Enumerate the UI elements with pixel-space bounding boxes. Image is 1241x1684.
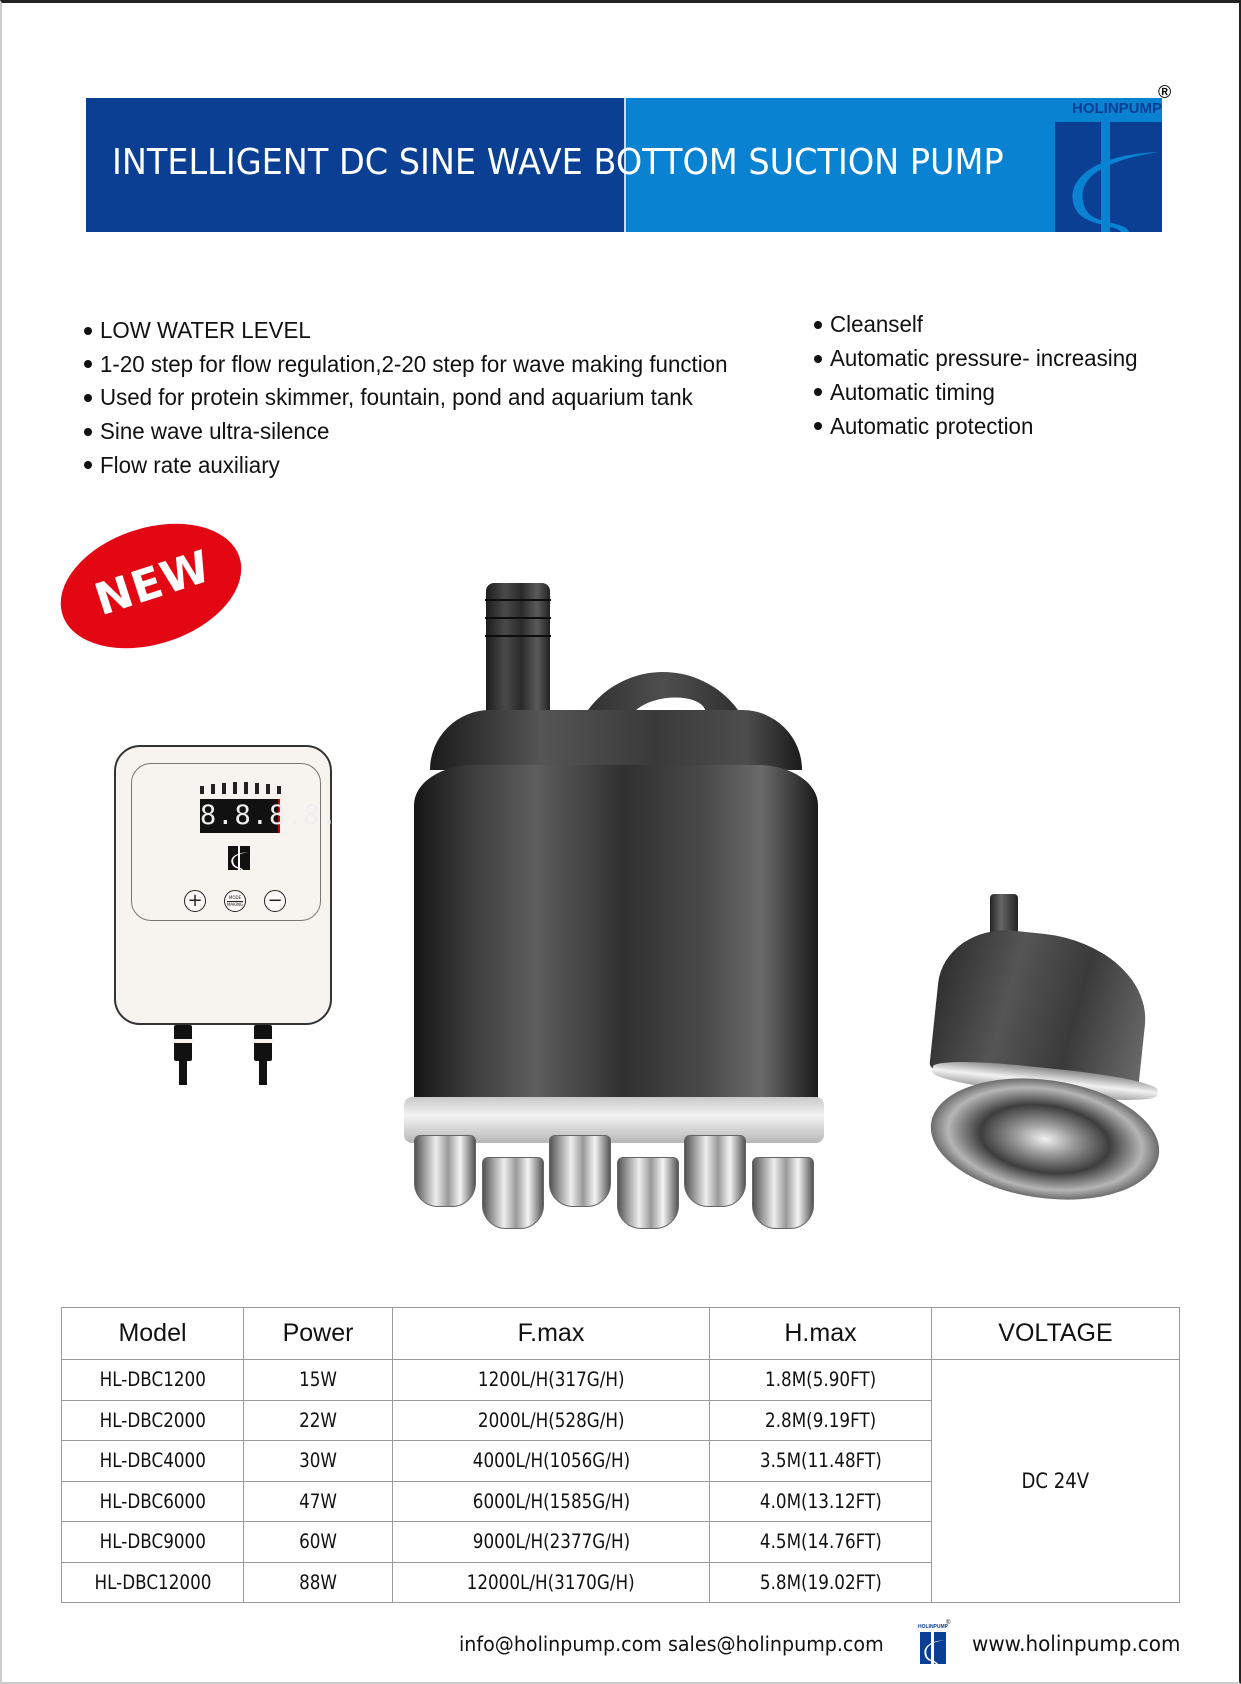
level-indicator-icon xyxy=(200,782,281,794)
column-header-fmax: F.max xyxy=(393,1308,710,1360)
features-list-left xyxy=(84,314,747,482)
cell-fmax: 2000L/H(528G/H) xyxy=(393,1400,710,1441)
header-banner xyxy=(86,98,1162,232)
cell-hmax: 3.5M(11.48FT) xyxy=(710,1441,932,1482)
brand-mark-icon xyxy=(1055,122,1162,232)
spec-table xyxy=(61,1307,1180,1603)
controller-panel xyxy=(131,763,339,921)
feature-item: Automatic protection xyxy=(814,409,1147,443)
pump-main-image xyxy=(400,575,840,1245)
controller-body xyxy=(114,745,339,1025)
table-header-row xyxy=(62,1308,1180,1360)
bullet-icon xyxy=(84,327,92,335)
column-header-power: Power xyxy=(244,1308,393,1360)
new-badge xyxy=(58,528,244,644)
cell-fmax: 4000L/H(1056G/H) xyxy=(393,1441,710,1482)
cell-model: HL-DBC2000 xyxy=(62,1400,244,1441)
brand-logo xyxy=(1050,100,1162,232)
new-badge-label: NEW xyxy=(88,540,218,627)
bullet-icon xyxy=(814,422,822,430)
column-header-hmax: H.max xyxy=(710,1308,932,1360)
feature-item: Automatic pressure- increasing xyxy=(814,342,1147,376)
cell-voltage: DC 24V xyxy=(932,1360,1180,1603)
column-header-model: Model xyxy=(62,1308,244,1360)
controller-buttons xyxy=(184,890,286,912)
page-title: INTELLIGENT DC SINE WAVE BOTTOM SUCTION PUMP xyxy=(112,142,1004,183)
brand-name: HOLINPUMP xyxy=(1072,100,1162,117)
cell-power: 60W xyxy=(244,1522,393,1563)
pump-outlet-spout xyxy=(486,583,550,711)
controller-image xyxy=(114,745,339,1025)
cell-fmax: 12000L/H(3170G/H) xyxy=(393,1562,710,1603)
cell-hmax: 5.8M(19.02FT) xyxy=(710,1562,932,1603)
bullet-icon xyxy=(84,360,92,368)
feature-item: 1-20 step for flow regulation,2-20 step for wave making function xyxy=(84,348,747,382)
footer-brand-logo xyxy=(918,1620,951,1664)
feature-item: Cleanself xyxy=(814,308,1147,342)
bullet-icon xyxy=(814,388,822,396)
minus-button-icon: − xyxy=(264,890,286,912)
controller-display: 8.8.8.8. xyxy=(200,800,339,831)
pump-body xyxy=(414,765,818,1135)
cell-model: HL-DBC9000 xyxy=(62,1522,244,1563)
cell-model: HL-DBC12000 xyxy=(62,1562,244,1603)
pump-angled-image xyxy=(920,890,1170,1210)
cell-fmax: 1200L/H(317G/H) xyxy=(393,1360,710,1401)
feature-item: Flow rate auxiliary xyxy=(84,448,747,482)
footer-brand-name: HOLINPUMP xyxy=(918,1624,948,1630)
bullet-icon xyxy=(814,355,822,363)
cell-hmax: 4.5M(14.76FT) xyxy=(710,1522,932,1563)
cell-power: 88W xyxy=(244,1562,393,1603)
bullet-icon xyxy=(84,428,92,436)
table-row xyxy=(62,1360,1180,1401)
bullet-icon xyxy=(84,394,92,402)
feature-item: Automatic timing xyxy=(814,376,1147,410)
cell-power: 22W xyxy=(244,1400,393,1441)
feature-item: Sine wave ultra-silence xyxy=(84,415,747,449)
features-list-right xyxy=(814,308,1147,443)
cell-model: HL-DBC6000 xyxy=(62,1481,244,1522)
cell-power: 30W xyxy=(244,1441,393,1482)
pump-top-cap xyxy=(430,710,802,770)
cell-hmax: 2.8M(9.19FT) xyxy=(710,1400,932,1441)
cell-hmax: 1.8M(5.90FT) xyxy=(710,1360,932,1401)
cell-model: HL-DBC4000 xyxy=(62,1441,244,1482)
cell-fmax: 6000L/H(1585G/H) xyxy=(393,1481,710,1522)
cell-fmax: 9000L/H(2377G/H) xyxy=(393,1522,710,1563)
registered-mark: ® xyxy=(1158,82,1172,102)
cable-connector-icon xyxy=(174,1025,192,1083)
feature-item: Used for protein skimmer, fountain, pond and aquarium tank xyxy=(84,381,747,415)
cable-connector-icon xyxy=(254,1025,272,1083)
cell-power: 47W xyxy=(244,1481,393,1522)
registered-mark: ® xyxy=(946,1620,951,1626)
feature-item: LOW WATER LEVEL xyxy=(84,314,747,348)
footer-emails: info@holinpump.com sales@holinpump.com xyxy=(459,1632,884,1656)
footer-website: www.holinpump.com xyxy=(972,1632,1181,1656)
column-header-voltage: VOLTAGE xyxy=(932,1308,1180,1360)
bullet-icon xyxy=(814,321,822,329)
cell-model: HL-DBC1200 xyxy=(62,1360,244,1401)
pump-suction-cups xyxy=(414,1135,814,1235)
brand-mark-icon xyxy=(920,1632,946,1664)
plus-button-icon: + xyxy=(184,890,206,912)
cell-power: 15W xyxy=(244,1360,393,1401)
mode-button-icon: MODE MAKING xyxy=(224,890,246,912)
controller-logo-icon xyxy=(228,846,250,870)
cell-hmax: 4.0M(13.12FT) xyxy=(710,1481,932,1522)
bullet-icon xyxy=(84,461,92,469)
